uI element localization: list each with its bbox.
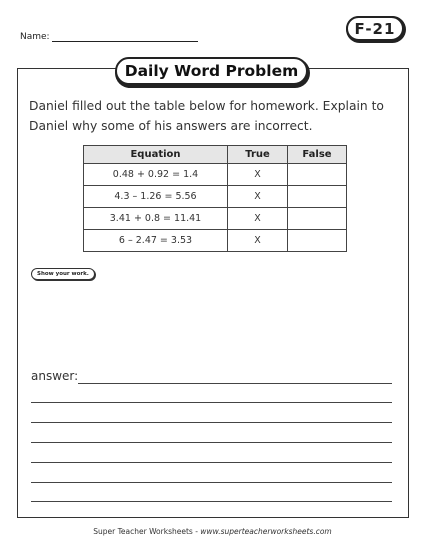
- answer-label: answer:: [31, 369, 79, 383]
- table-row: [84, 230, 347, 252]
- false-cell[interactable]: [288, 186, 347, 208]
- equation-cell: 4.3 – 1.26 = 5.56: [84, 186, 228, 208]
- equation-cell: 0.48 + 0.92 = 1.4: [84, 164, 228, 186]
- answer-write-line[interactable]: [78, 383, 392, 384]
- equation-table: [83, 145, 347, 252]
- column-header-true: True: [228, 146, 288, 164]
- false-cell[interactable]: [288, 208, 347, 230]
- column-header-equation: Equation: [84, 146, 228, 164]
- write-line[interactable]: [31, 442, 392, 443]
- equation-cell: 6 – 2.47 = 3.53: [84, 230, 228, 252]
- footer-brand: Super Teacher Worksheets -: [93, 527, 201, 536]
- table-row: [84, 186, 347, 208]
- problem-text: Daniel filled out the table below for homework. Explain to Daniel why some of his answers are incorrect.: [29, 99, 384, 133]
- true-cell[interactable]: X: [228, 186, 288, 208]
- page-title: Daily Word Problem: [115, 57, 308, 85]
- write-line[interactable]: [31, 402, 392, 403]
- table-row: [84, 208, 347, 230]
- false-cell[interactable]: [288, 230, 347, 252]
- true-cell[interactable]: X: [228, 208, 288, 230]
- name-write-line[interactable]: [52, 41, 198, 42]
- write-line[interactable]: [31, 422, 392, 423]
- footer: [0, 527, 425, 536]
- table-header-row: [84, 146, 347, 164]
- name-label: Name:: [20, 32, 50, 42]
- write-line[interactable]: [31, 462, 392, 463]
- true-cell[interactable]: X: [228, 230, 288, 252]
- write-line[interactable]: [31, 501, 392, 502]
- show-your-work-label: Show your work.: [31, 268, 95, 280]
- true-cell[interactable]: X: [228, 164, 288, 186]
- equation-cell: 3.41 + 0.8 = 11.41: [84, 208, 228, 230]
- column-header-false: False: [288, 146, 347, 164]
- footer-site-link[interactable]: www.superteacherworksheets.com: [200, 527, 332, 536]
- table-row: [84, 164, 347, 186]
- false-cell[interactable]: [288, 164, 347, 186]
- worksheet-code-badge: F-21: [346, 16, 404, 41]
- write-line[interactable]: [31, 482, 392, 483]
